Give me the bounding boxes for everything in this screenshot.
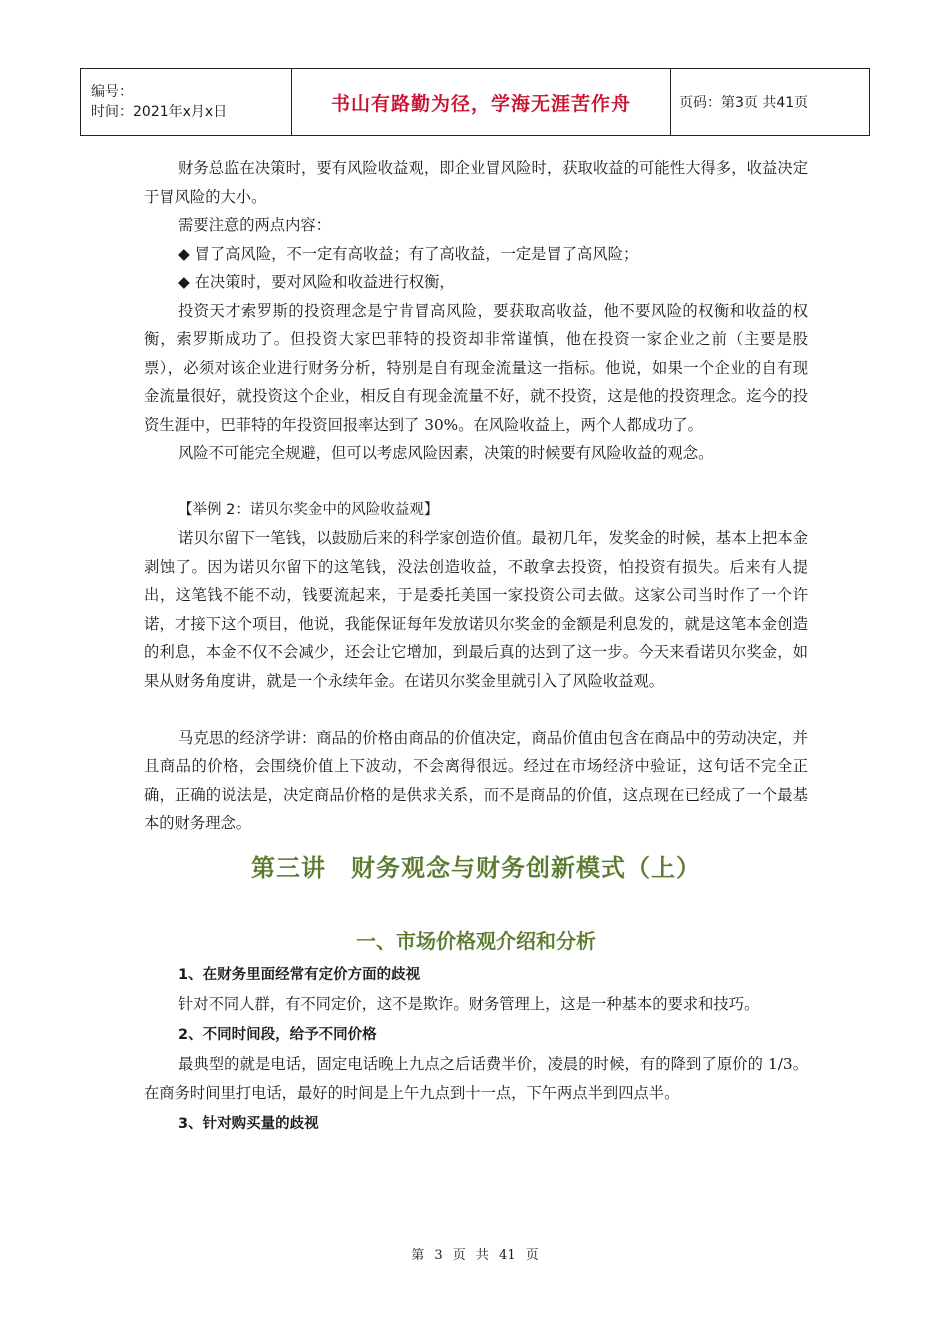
spacer: [144, 468, 808, 496]
document-header: [80, 68, 870, 136]
paragraph: 投资天才索罗斯的投资理念是宁肯冒高风险，要获取高收益，他不要风险的权衡和收益的权衡，索罗斯成功了。但投资大家巴菲特的投资却非常谨慎，他在投资一家企业之前（主要是股票），必须对该企业进行财务分析，特别是自有现金流量这一指标。他说，如果一个企业的自有现金流量很好，就投资这个企业，相反自有现金流量不好，就不投资，这是他的投资理念。迄今的投资生涯中，巴菲特的年投资回报率达到了 30%。在风险收益上，两个人都成功了。: [144, 301, 808, 434]
bullet-item: ◆ 在决策时，要对风险和收益进行权衡，: [178, 273, 455, 291]
header-meta: [81, 69, 292, 136]
document-date: 时间：2021年x月x日: [91, 104, 228, 120]
paragraph: 财务总监在决策时，要有风险收益观，即企业冒风险时，获取收益的可能性大得多，收益决定于冒风险的大小。: [144, 159, 808, 206]
item-heading: 2、不同时间段，给予不同价格: [178, 1027, 377, 1044]
document-body: [144, 154, 808, 1139]
spacer: [144, 696, 808, 724]
document-number-label: 编号：: [91, 84, 133, 100]
paragraph: 需要注意的两点内容：: [178, 216, 331, 234]
paragraph: 诺贝尔留下一笔钱，以鼓励后来的科学家创造价值。最初几年，发奖金的时候，基本上把本金剥蚀了。因为诺贝尔留下的这笔钱，没法创造收益，不敢拿去投资，怕投资有损失。后来有人提出，这笔钱不能不动，钱要流起来，于是委托美国一家投资公司去做。这家公司当时作了一个许诺，才接下这个项目，他说，我能保证每年发放诺贝尔奖金的金额是利息发的，就是这笔本金创造的利息，本金不仅不会减少，还会让它增加，到最后真的达到了这一步。今天来看诺贝尔奖金，如果从财务角度讲，就是一个永续年金。在诺贝尔奖金里就引入了风险收益观。: [144, 529, 808, 690]
example-title: 【举例 2：诺贝尔奖金中的风险收益观】: [178, 501, 439, 518]
page-footer: 第 3 页 共 41 页: [411, 1248, 539, 1263]
paragraph: 马克思的经济学讲：商品的价格由商品的价值决定，商品价值由包含在商品中的劳动决定，并且商品的价格，会围绕价值上下波动，不会离得很远。经过在市场经济中验证，这句话不完全正确，正确的说法是，决定商品价格的是供求关系，而不是商品的价值，这点现在已经成了一个最基本的财务理念。: [144, 728, 808, 833]
paragraph: 风险不可能完全规避，但可以考虑风险因素，决策的时候要有风险收益的观念。: [178, 444, 714, 462]
item-text: 最典型的就是电话，固定电话晚上九点之后话费半价，凌晨的时候，有的降到了原价的 1/3。在商务时间里打电话，最好的时间是上午九点到十一点，下午两点半到四点半。: [144, 1055, 808, 1102]
header-motto: 书山有路勤为径，学海无涯苦作舟: [292, 69, 671, 136]
item-heading: 1、在财务里面经常有定价方面的歧视: [178, 966, 421, 983]
item-heading: 3、针对购买量的歧视: [178, 1116, 319, 1133]
item-text: 针对不同人群，有不同定价，这不是欺诈。财务管理上，这是一种基本的要求和技巧。: [178, 994, 760, 1013]
lecture-title: 第三讲 财务观念与财务创新模式（上）: [251, 853, 701, 882]
bullet-item: ◆ 冒了高风险，不一定有高收益；有了高收益，一定是冒了高风险；: [178, 244, 639, 263]
section-title: 一、市场价格观介绍和分析: [356, 928, 596, 953]
header-page-info: 页码：第3页 共41页: [671, 69, 870, 136]
